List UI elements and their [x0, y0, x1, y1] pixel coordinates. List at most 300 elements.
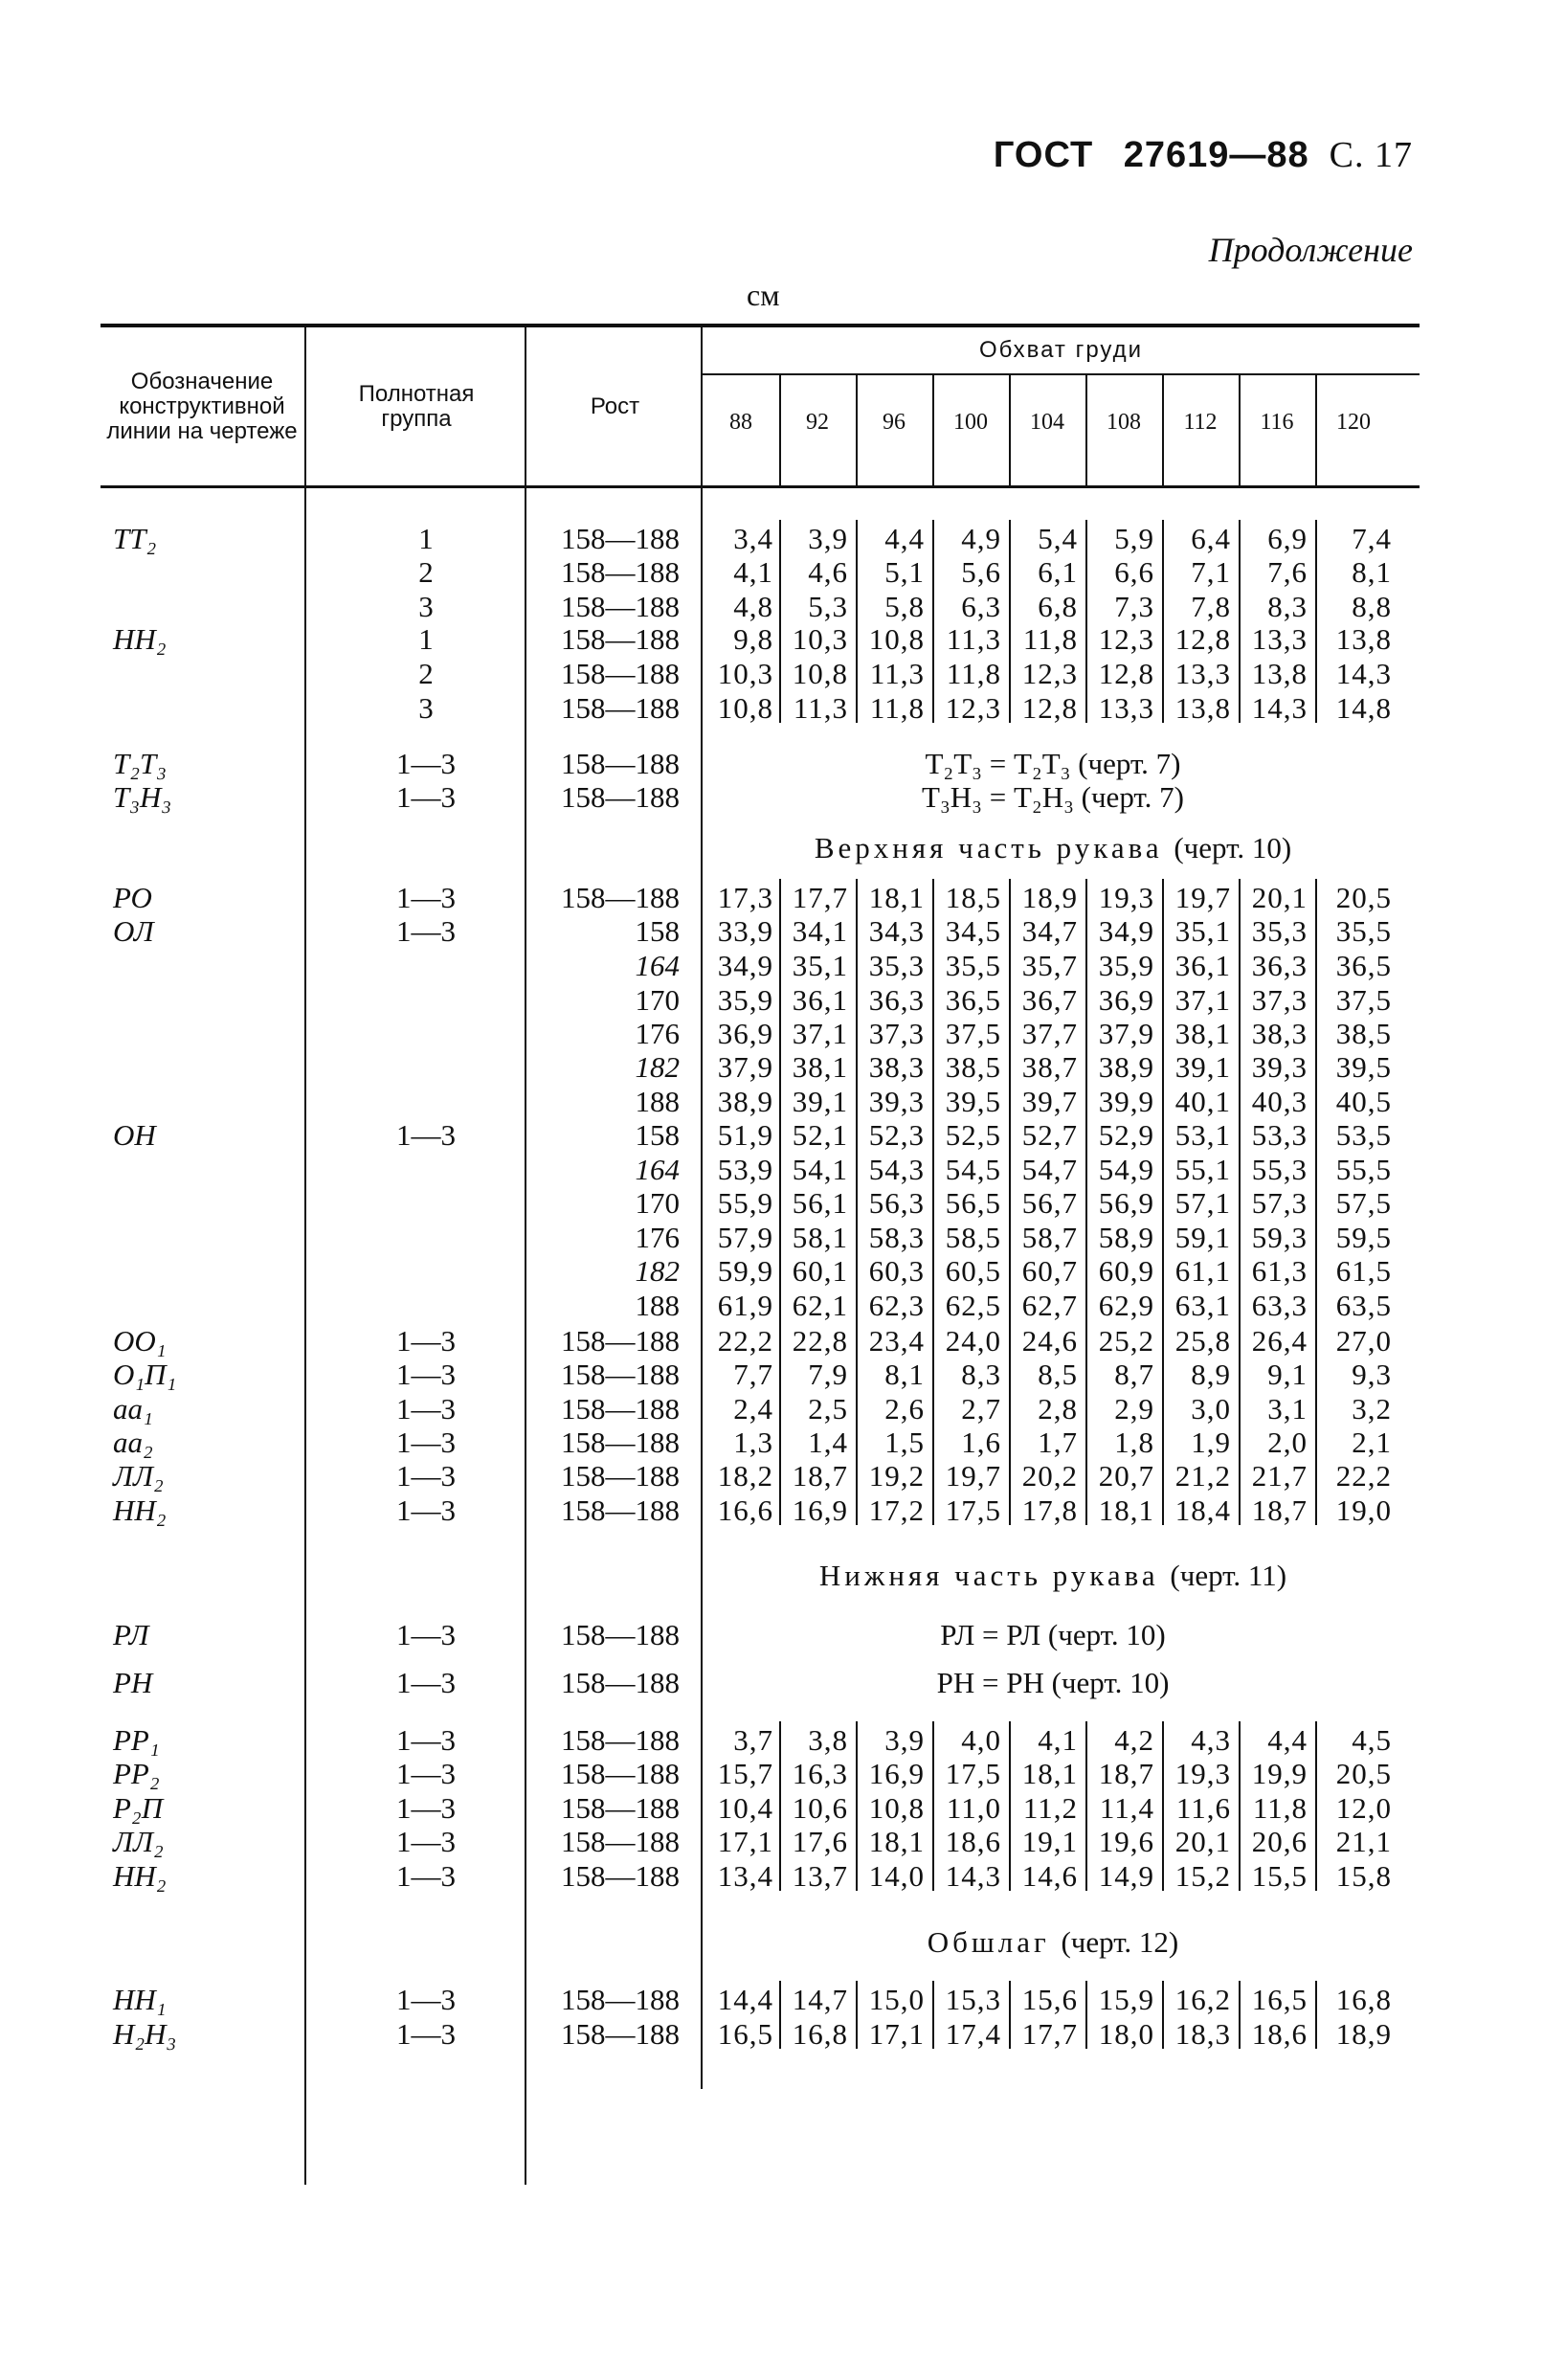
measurement-value: 4,4 [1267, 1723, 1308, 1757]
measurement-value: 58,3 [868, 1221, 925, 1254]
column-rule [856, 375, 858, 485]
height-value: 158—188 [561, 522, 680, 555]
table-row [0, 1859, 1543, 1893]
measurement-value: 8,1 [1352, 555, 1392, 589]
measurement-value: 2,1 [1352, 1426, 1392, 1459]
measurement-value: 35,7 [1021, 949, 1078, 982]
fullness-group: 1—3 [396, 2017, 456, 2051]
measurement-value: 52,3 [868, 1118, 925, 1152]
measurement-value: 16,3 [792, 1757, 848, 1790]
measurement-value: 16,6 [717, 1493, 773, 1527]
table-row [0, 1757, 1543, 1790]
measurement-value: 37,3 [868, 1017, 925, 1050]
measurement-value: 12,8 [1098, 657, 1154, 690]
column-rule [1085, 375, 1087, 485]
measurement-value: 17,1 [868, 2017, 925, 2051]
measurement-value: 10,8 [717, 691, 773, 725]
measurement-value: 8,3 [1267, 590, 1308, 623]
section-heading-row [0, 831, 1543, 864]
measurement-value: 4,6 [808, 555, 848, 589]
measurement-value: 55,5 [1335, 1153, 1392, 1186]
line-designation: Т₂Т₃ [113, 747, 168, 780]
measurement-value: 14,9 [1098, 1859, 1154, 1893]
line-designation: РР₂ [113, 1757, 160, 1790]
measurement-value: 36,3 [868, 983, 925, 1017]
section-name: Нижняя часть рукава [818, 1559, 1159, 1592]
measurement-value: 39,5 [1335, 1050, 1392, 1084]
column-rule [779, 375, 781, 485]
height-value: 158—188 [561, 1859, 680, 1893]
height-value: 158 [635, 1118, 680, 1152]
measurement-value: 11,2 [1022, 1791, 1078, 1825]
measurement-value: 15,8 [1335, 1859, 1392, 1893]
table-row [0, 1426, 1543, 1459]
measurement-value: 18,0 [1098, 2017, 1154, 2051]
measurement-value: 62,3 [868, 1289, 925, 1322]
measurement-value: 61,5 [1335, 1254, 1392, 1288]
measurement-value: 7,9 [808, 1358, 848, 1391]
measurement-value: 8,8 [1352, 590, 1392, 623]
measurement-value: 17,6 [792, 1825, 848, 1858]
measurement-value: 11,8 [946, 657, 1001, 690]
measurement-value: 20,2 [1021, 1459, 1078, 1493]
measurement-value: 13,7 [792, 1859, 848, 1893]
fullness-group: 1—3 [396, 1392, 456, 1426]
measurement-value: 57,9 [717, 1221, 773, 1254]
measurement-value: 17,5 [945, 1757, 1001, 1790]
measurement-value: 23,4 [868, 1324, 925, 1358]
table-row [0, 657, 1543, 690]
measurement-value: 19,9 [1251, 1757, 1308, 1790]
measurement-value: 55,9 [717, 1186, 773, 1220]
measurement-value: 56,7 [1021, 1186, 1078, 1220]
fullness-group: 1—3 [396, 1666, 456, 1699]
table-row [0, 691, 1543, 725]
measurement-value: 18,7 [1098, 1757, 1154, 1790]
section-ref: (черт. 10) [1174, 831, 1292, 864]
measurement-value: 15,6 [1021, 1983, 1078, 2016]
measurement-value: 10,6 [792, 1791, 848, 1825]
header-bottom-rule [101, 485, 1420, 488]
measurement-value: 6,4 [1191, 522, 1231, 555]
measurement-value: 37,3 [1251, 983, 1308, 1017]
table-row [0, 1825, 1543, 1858]
height-value: 158—188 [561, 1825, 680, 1858]
measurement-value: 38,3 [868, 1050, 925, 1084]
measurement-value: 56,9 [1098, 1186, 1154, 1220]
measurement-value: 10,8 [868, 622, 925, 656]
measurement-value: 54,9 [1098, 1153, 1154, 1186]
measurement-value: 59,3 [1251, 1221, 1308, 1254]
measurement-value: 37,5 [945, 1017, 1001, 1050]
column-rule [1009, 375, 1011, 485]
header-designation: Обозначение конструктивной линии на чертеже [106, 369, 298, 444]
measurement-value: 62,1 [792, 1289, 848, 1322]
measurement-value: 5,8 [884, 590, 925, 623]
measurement-value: 8,7 [1114, 1358, 1154, 1391]
line-designation: ОН [113, 1118, 156, 1152]
measurement-value: 13,8 [1251, 657, 1308, 690]
measurement-value: 1,5 [884, 1426, 925, 1459]
line-designation: ТТ₂ [113, 522, 157, 555]
measurement-value: 21,7 [1251, 1459, 1308, 1493]
measurement-value: 38,5 [1335, 1017, 1392, 1050]
measurement-value: 12,3 [1098, 622, 1154, 656]
measurement-value: 3,9 [808, 522, 848, 555]
measurement-value: 3,8 [808, 1723, 848, 1757]
measurement-value: 34,7 [1021, 914, 1078, 948]
measurement-value: 53,9 [717, 1153, 773, 1186]
measurement-value: 8,3 [961, 1358, 1001, 1391]
table-row [0, 1983, 1543, 2016]
measurement-value: 52,1 [792, 1118, 848, 1152]
fullness-group: 3 [418, 691, 434, 725]
height-value: 158—188 [561, 1666, 680, 1699]
measurement-value: 34,9 [1098, 914, 1154, 948]
measurement-value: 4,3 [1191, 1723, 1231, 1757]
section-title [699, 831, 1407, 864]
section-ref: (черт. 12) [1061, 1925, 1179, 1959]
formula-text: Т₃Н₃ = Т₂Н₃ (черт. 7) [922, 780, 1184, 814]
measurement-value: 6,6 [1114, 555, 1154, 589]
measurement-value: 39,3 [868, 1085, 925, 1118]
measurement-value: 19,1 [1021, 1825, 1078, 1858]
measurement-value: 25,8 [1174, 1324, 1231, 1358]
table-row [0, 1618, 1543, 1651]
measurement-value: 4,1 [1038, 1723, 1078, 1757]
table-row [0, 590, 1543, 623]
measurement-value: 14,3 [1251, 691, 1308, 725]
measurement-value: 15,2 [1174, 1859, 1231, 1893]
table-row [0, 1459, 1543, 1493]
measurement-value: 60,5 [945, 1254, 1001, 1288]
measurement-value: 19,3 [1174, 1757, 1231, 1790]
height-value: 158—188 [561, 657, 680, 690]
measurement-value: 11,8 [1252, 1791, 1308, 1825]
height-value: 170 [635, 1186, 680, 1220]
fullness-group: 2 [418, 657, 434, 690]
measurement-value: 55,1 [1174, 1153, 1231, 1186]
height-value: 164 [635, 949, 680, 982]
measurement-value: 33,9 [717, 914, 773, 948]
formula-text: РН = РН (черт. 10) [936, 1666, 1170, 1699]
measurement-value: 57,1 [1174, 1186, 1231, 1220]
measurement-value: 36,3 [1251, 949, 1308, 982]
measurement-value: 5,3 [808, 590, 848, 623]
measurement-value: 36,1 [1174, 949, 1231, 982]
measurement-value: 39,1 [792, 1085, 848, 1118]
line-designation: РР₁ [113, 1723, 160, 1757]
measurement-value: 10,8 [792, 657, 848, 690]
measurement-value: 16,8 [1335, 1983, 1392, 2016]
table-row [0, 1666, 1543, 1699]
table-row [0, 1118, 1543, 1152]
measurement-value: 62,9 [1098, 1289, 1154, 1322]
table-row [0, 914, 1543, 948]
bust-header-rule [703, 373, 1420, 375]
bust-size-label: 92 [806, 410, 829, 435]
height-value: 182 [635, 1050, 680, 1084]
measurement-value: 57,5 [1335, 1186, 1392, 1220]
measurement-value: 24,0 [945, 1324, 1001, 1358]
line-designation: аа₂ [113, 1426, 153, 1459]
standard-number: 27619—88 [1123, 135, 1309, 175]
measurement-value: 22,2 [717, 1324, 773, 1358]
table-row [0, 555, 1543, 589]
units-label: см [747, 278, 780, 312]
measurement-value: 12,3 [945, 691, 1001, 725]
measurement-value: 58,9 [1098, 1221, 1154, 1254]
measurement-value: 6,1 [1038, 555, 1078, 589]
line-designation: Т₃Н₃ [113, 780, 172, 814]
bust-size-label: 104 [1030, 410, 1064, 435]
measurement-value: 8,5 [1038, 1358, 1078, 1391]
measurement-value: 4,1 [733, 555, 773, 589]
measurement-value: 12,0 [1335, 1791, 1392, 1825]
measurement-value: 18,1 [868, 881, 925, 914]
height-value: 158—188 [561, 555, 680, 589]
measurement-value: 14,3 [945, 1859, 1001, 1893]
measurement-value: 38,3 [1251, 1017, 1308, 1050]
table-row [0, 1791, 1543, 1825]
measurement-value: 5,4 [1038, 522, 1078, 555]
line-designation: ОО₁ [113, 1324, 167, 1358]
table-row [0, 622, 1543, 656]
measurement-value: 4,2 [1114, 1723, 1154, 1757]
measurement-value: 1,6 [961, 1426, 1001, 1459]
measurement-value: 15,5 [1251, 1859, 1308, 1893]
fullness-group: 1—3 [396, 1723, 456, 1757]
section-ref: (черт. 11) [1170, 1559, 1287, 1592]
section-title [699, 1925, 1407, 1959]
measurement-value: 38,9 [717, 1085, 773, 1118]
measurement-value: 12,8 [1174, 622, 1231, 656]
measurement-value: 35,3 [1251, 914, 1308, 948]
measurement-value: 58,5 [945, 1221, 1001, 1254]
measurement-value: 13,3 [1098, 691, 1154, 725]
measurement-value: 20,1 [1174, 1825, 1231, 1858]
measurement-value: 37,5 [1335, 983, 1392, 1017]
measurement-value: 8,9 [1191, 1358, 1231, 1391]
measurement-value: 60,1 [792, 1254, 848, 1288]
measurement-value: 38,1 [792, 1050, 848, 1084]
measurement-value: 14,7 [792, 1983, 848, 2016]
table-row [0, 1723, 1543, 1757]
measurement-value: 56,5 [945, 1186, 1001, 1220]
fullness-group: 1—3 [396, 780, 456, 814]
measurement-value: 54,1 [792, 1153, 848, 1186]
height-value: 158—188 [561, 691, 680, 725]
measurement-value: 62,7 [1021, 1289, 1078, 1322]
measurement-value: 34,5 [945, 914, 1001, 948]
measurement-value: 53,3 [1251, 1118, 1308, 1152]
height-value: 158—188 [561, 1426, 680, 1459]
measurement-value: 37,1 [1174, 983, 1231, 1017]
measurement-value: 63,5 [1335, 1289, 1392, 1322]
measurement-value: 18,6 [945, 1825, 1001, 1858]
measurement-value: 18,7 [1251, 1493, 1308, 1527]
measurement-value: 11,0 [946, 1791, 1001, 1825]
height-value: 158—188 [561, 1324, 680, 1358]
table-row [0, 747, 1543, 780]
measurement-value: 57,3 [1251, 1186, 1308, 1220]
height-value: 158—188 [561, 1723, 680, 1757]
section-name: Обшлаг [927, 1925, 1050, 1959]
measurement-value: 4,5 [1352, 1723, 1392, 1757]
measurement-value: 17,8 [1021, 1493, 1078, 1527]
measurement-value: 9,1 [1267, 1358, 1308, 1391]
section-heading-row [0, 1559, 1543, 1592]
table-row [0, 1186, 1543, 1220]
table-row [0, 949, 1543, 982]
measurement-value: 40,3 [1251, 1085, 1308, 1118]
measurement-value: 2,0 [1267, 1426, 1308, 1459]
line-designation: РН [113, 1666, 153, 1699]
line-designation: Н₂Н₃ [113, 2017, 177, 2051]
measurement-value: 52,9 [1098, 1118, 1154, 1152]
measurement-value: 1,8 [1114, 1426, 1154, 1459]
height-value: 158—188 [561, 1791, 680, 1825]
bust-size-label: 112 [1183, 410, 1218, 435]
measurement-value: 13,4 [717, 1859, 773, 1893]
line-designation: ЛЛ₂ [113, 1825, 164, 1858]
measurement-value: 36,9 [717, 1017, 773, 1050]
height-value: 158—188 [561, 1358, 680, 1391]
measurement-value: 11,3 [793, 691, 848, 725]
measurement-value: 17,7 [792, 881, 848, 914]
measurement-value: 3,7 [733, 1723, 773, 1757]
measurement-value: 18,1 [1021, 1757, 1078, 1790]
fullness-group: 1—3 [396, 1324, 456, 1358]
height-value: 188 [635, 1085, 680, 1118]
measurement-value: 20,5 [1335, 1757, 1392, 1790]
measurement-value: 20,6 [1251, 1825, 1308, 1858]
fullness-group: 1—3 [396, 1618, 456, 1651]
measurement-value: 39,5 [945, 1085, 1001, 1118]
measurement-value: 58,7 [1021, 1221, 1078, 1254]
measurement-value: 55,3 [1251, 1153, 1308, 1186]
measurement-value: 17,5 [945, 1493, 1001, 1527]
measurement-value: 9,8 [733, 622, 773, 656]
measurement-value: 4,9 [961, 522, 1001, 555]
height-value: 158—188 [561, 590, 680, 623]
measurement-value: 37,9 [717, 1050, 773, 1084]
measurement-value: 17,2 [868, 1493, 925, 1527]
measurement-value: 34,3 [868, 914, 925, 948]
measurement-value: 14,8 [1335, 691, 1392, 725]
measurement-value: 35,5 [945, 949, 1001, 982]
measurement-value: 40,5 [1335, 1085, 1392, 1118]
measurement-value: 34,1 [792, 914, 848, 948]
measurement-value: 35,9 [1098, 949, 1154, 982]
measurement-value: 36,9 [1098, 983, 1154, 1017]
measurement-value: 18,4 [1174, 1493, 1231, 1527]
fullness-group: 1—3 [396, 881, 456, 914]
measurement-value: 18,9 [1335, 2017, 1392, 2051]
height-value: 158—188 [561, 780, 680, 814]
measurement-value: 61,9 [717, 1289, 773, 1322]
measurement-value: 18,7 [792, 1459, 848, 1493]
measurement-value: 17,7 [1021, 2017, 1078, 2051]
height-value: 158—188 [561, 2017, 680, 2051]
measurement-value: 2,4 [733, 1392, 773, 1426]
measurement-value: 63,1 [1174, 1289, 1231, 1322]
measurement-value: 27,0 [1335, 1324, 1392, 1358]
measurement-value: 59,5 [1335, 1221, 1392, 1254]
height-value: 158—188 [561, 622, 680, 656]
line-designation: НН₂ [113, 1493, 167, 1527]
fullness-group: 1—3 [396, 1791, 456, 1825]
measurement-value: 39,7 [1021, 1085, 1078, 1118]
measurement-value: 18,6 [1251, 2017, 1308, 2051]
measurement-value: 16,2 [1174, 1983, 1231, 2016]
measurement-value: 10,3 [792, 622, 848, 656]
measurement-value: 25,2 [1098, 1324, 1154, 1358]
measurement-value: 52,7 [1021, 1118, 1078, 1152]
measurement-value: 59,9 [717, 1254, 773, 1288]
measurement-value: 4,8 [733, 590, 773, 623]
measurement-value: 18,2 [717, 1459, 773, 1493]
height-value: 188 [635, 1289, 680, 1322]
measurement-value: 11,8 [869, 691, 925, 725]
fullness-group: 1—3 [396, 1825, 456, 1858]
fullness-group: 1—3 [396, 1757, 456, 1790]
height-value: 158—188 [561, 1459, 680, 1493]
measurement-value: 34,9 [717, 949, 773, 982]
measurement-value: 56,3 [868, 1186, 925, 1220]
measurement-value: 26,4 [1251, 1324, 1308, 1358]
fullness-group: 3 [418, 590, 434, 623]
measurement-value: 10,8 [868, 1791, 925, 1825]
measurement-value: 3,0 [1191, 1392, 1231, 1426]
measurement-value: 63,3 [1251, 1289, 1308, 1322]
table-row [0, 983, 1543, 1017]
measurement-value: 18,3 [1174, 2017, 1231, 2051]
line-designation: РО [113, 881, 152, 914]
fullness-group: 1—3 [396, 1459, 456, 1493]
measurement-value: 15,3 [945, 1983, 1001, 2016]
table-row [0, 2017, 1543, 2051]
measurement-value: 14,3 [1335, 657, 1392, 690]
measurement-value: 61,1 [1174, 1254, 1231, 1288]
table-row [0, 1017, 1543, 1050]
column-rule [1315, 375, 1317, 485]
measurement-value: 60,3 [868, 1254, 925, 1288]
fullness-group: 1—3 [396, 1859, 456, 1893]
header-height: Рост [590, 393, 640, 419]
measurement-value: 20,1 [1251, 881, 1308, 914]
measurement-value: 51,9 [717, 1118, 773, 1152]
table-top-rule [101, 324, 1420, 327]
line-designation: аа₁ [113, 1392, 153, 1426]
measurement-value: 18,5 [945, 881, 1001, 914]
table-row [0, 1254, 1543, 1288]
measurement-value: 2,7 [961, 1392, 1001, 1426]
measurement-value: 13,3 [1251, 622, 1308, 656]
measurement-value: 2,6 [884, 1392, 925, 1426]
measurement-value: 19,7 [945, 1459, 1001, 1493]
measurement-value: 38,1 [1174, 1017, 1231, 1050]
measurement-value: 35,9 [717, 983, 773, 1017]
measurement-value: 54,7 [1021, 1153, 1078, 1186]
measurement-value: 7,8 [1191, 590, 1231, 623]
bust-size-label: 96 [883, 410, 906, 435]
bust-size-label: 108 [1107, 410, 1141, 435]
section-heading-row [0, 1925, 1543, 1959]
measurement-value: 35,1 [792, 949, 848, 982]
line-designation: НН₁ [113, 1983, 167, 2016]
measurement-value: 20,5 [1335, 881, 1392, 914]
